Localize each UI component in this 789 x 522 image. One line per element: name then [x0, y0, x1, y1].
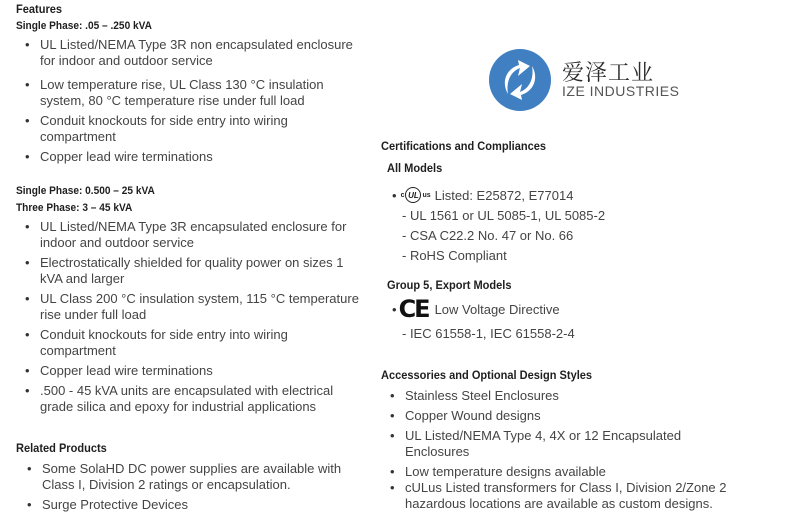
list-item: • Low temperature rise, UL Class 130 °C insulation system, 80 °C temperature rise under full load	[40, 77, 360, 113]
ce-directive-text: Low Voltage Directive	[434, 301, 560, 317]
list-item: • UL Class 200 °C insulation system, 115 °C temperature rise under full load	[40, 291, 360, 327]
small-features-list	[40, 37, 360, 165]
accessories-heading: Accessories and Optional Design Styles	[381, 368, 593, 382]
list-item: • .500 - 45 kVA units are encapsulated with electrical grade silica and epoxy for industrial applications	[40, 383, 360, 415]
list-item: • Stainless Steel Enclosures	[405, 388, 735, 408]
logo-text-chinese: 爱泽工业	[562, 61, 655, 86]
related-products-list	[42, 461, 352, 513]
accessories-list	[405, 388, 735, 512]
related-products-heading: Related Products	[16, 441, 107, 455]
ul-mark-c: c	[400, 191, 405, 199]
list-item: • Conduit knockouts for side entry into wiring compartment	[40, 327, 360, 363]
list-item: • UL Listed/NEMA Type 3R non encapsulated enclosure for indoor and outdoor service	[40, 37, 360, 77]
ul-listed-text: Listed: E25872, E77014	[434, 187, 574, 203]
all-models-heading: All Models	[387, 161, 443, 175]
single-phase-large-heading: Single Phase: 0.500 – 25 kVA	[16, 185, 155, 197]
all-models-sub-1: - UL 1561 or UL 5085-1, UL 5085-2	[402, 208, 606, 223]
ce-mark-icon: CE	[398, 295, 429, 323]
list-item: • Surge Protective Devices	[42, 497, 352, 513]
features-heading: Features	[16, 2, 63, 16]
list-item: • Electrostatically shielded for quality power on sizes 1 kVA and larger	[40, 255, 360, 291]
all-models-sub-3: - RoHS Compliant	[402, 248, 507, 263]
three-phase-heading: Three Phase: 3 – 45 kVA	[16, 202, 133, 214]
all-models-sub-2: - CSA C22.2 No. 47 or No. 66	[402, 228, 574, 243]
logo-text-english: IZE INDUSTRIES	[562, 83, 680, 99]
list-item: • UL Listed/NEMA Type 3R encapsulated enclosure for indoor and outdoor service	[40, 219, 360, 255]
list-item: • Conduit knockouts for side entry into wiring compartment	[40, 113, 360, 149]
list-item: • Copper lead wire terminations	[40, 149, 360, 165]
single-phase-small-heading: Single Phase: .05 – .250 kVA	[16, 20, 152, 32]
ce-line: • CE Low Voltage Directive	[392, 295, 560, 323]
ul-listed-line: • c UL us Listed: E25872, E77014	[392, 187, 574, 203]
ize-logo-icon	[488, 48, 552, 112]
list-item: • Copper Wound designs	[405, 408, 735, 428]
ul-mark-icon: UL	[405, 187, 421, 203]
list-item: • Some SolaHD DC power supplies are available with Class I, Division 2 ratings or encapsulation.	[42, 461, 352, 497]
list-item: • Copper lead wire terminations	[40, 363, 360, 383]
large-features-list	[40, 219, 360, 415]
list-item: • Low temperature designs available	[405, 464, 735, 480]
list-item: • cULus Listed transformers for Class I, Division 2/Zone 2 hazardous locations are available as custom designs.	[405, 480, 735, 512]
certifications-heading: Certifications and Compliances	[381, 139, 547, 153]
group5-heading: Group 5, Export Models	[387, 278, 512, 292]
ce-sub: - IEC 61558-1, IEC 61558-2-4	[402, 326, 575, 341]
ize-logo	[488, 48, 552, 112]
ul-mark-us: us	[422, 191, 431, 199]
list-item: • UL Listed/NEMA Type 4, 4X or 12 Encapsulated Enclosures	[405, 428, 735, 464]
